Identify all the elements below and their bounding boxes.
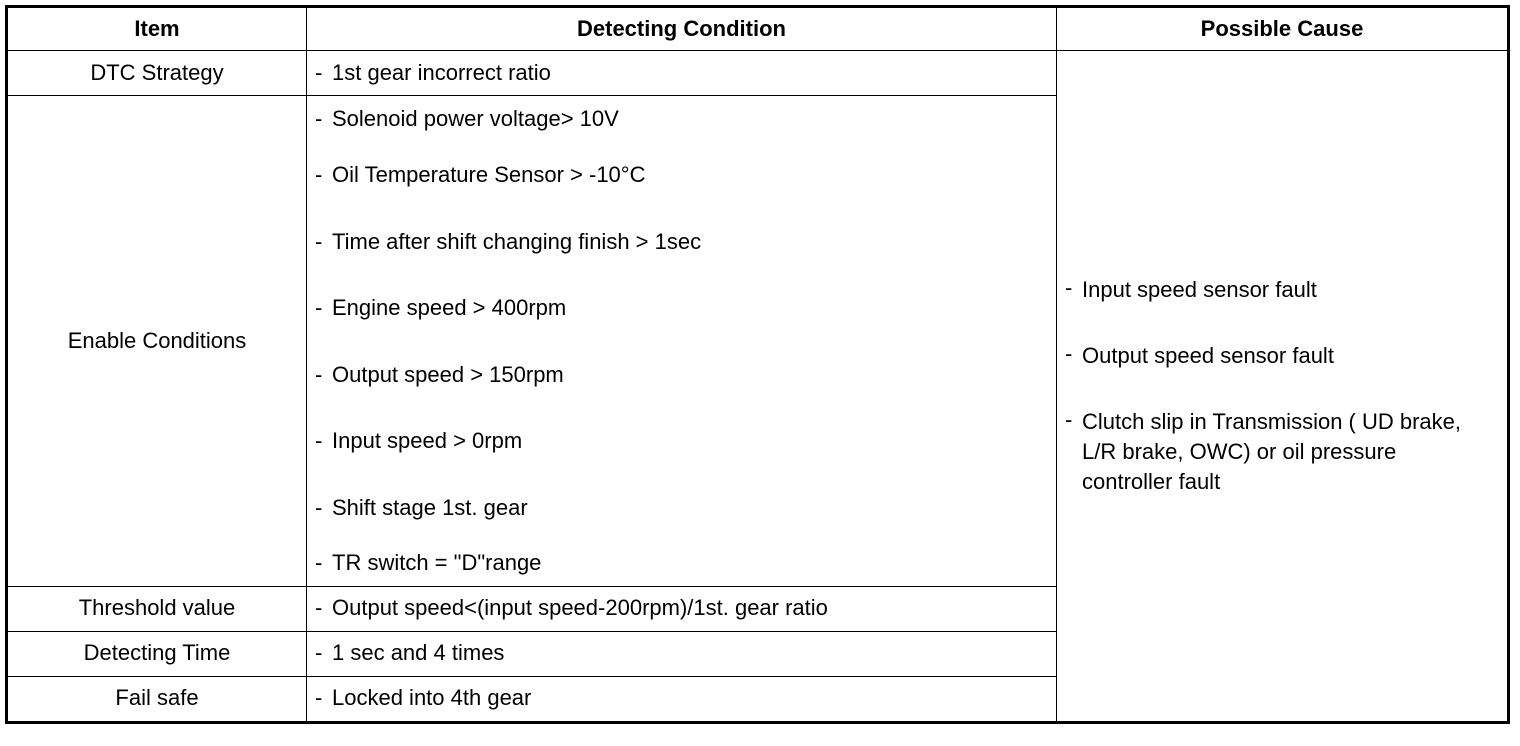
possible-cause-list: [1065, 275, 1487, 497]
bullet-dash: -: [315, 640, 323, 666]
bullet-dash: -: [1065, 274, 1073, 300]
cause-item: [1065, 341, 1487, 371]
enable-condition-item: [315, 475, 1056, 542]
enable-condition-item: [315, 342, 1056, 409]
condition-text: TR switch = "D"range: [332, 550, 542, 576]
condition-text: 1 sec and 4 times: [332, 640, 505, 666]
item-detecting-time: Detecting Time: [7, 631, 307, 676]
condition-enable-conditions: [307, 96, 1057, 587]
header-detecting-condition: Detecting Condition: [307, 7, 1057, 51]
cause-text: Clutch slip in Transmission ( UD brake, L/R brake, OWC) or oil pressure controller fault: [1082, 408, 1462, 494]
cause-item: [1065, 407, 1487, 497]
condition-text: Output speed<(input speed-200rpm)/1st. gear ratio: [332, 595, 828, 621]
bullet-dash: -: [315, 295, 323, 321]
condition-text: Oil Temperature Sensor > -10°C: [332, 162, 646, 188]
item-fail-safe: Fail safe: [7, 676, 307, 722]
bullet-dash: -: [315, 495, 323, 521]
condition-fail-safe: [307, 676, 1057, 722]
condition-text: Locked into 4th gear: [332, 685, 532, 711]
bullet-dash: -: [315, 59, 323, 85]
enable-condition-item: [315, 542, 1056, 586]
bullet-dash: -: [315, 428, 323, 454]
bullet-dash: -: [1065, 406, 1073, 432]
bullet-dash: -: [315, 162, 323, 188]
possible-cause-cell: [1057, 51, 1509, 723]
condition-text: Solenoid power voltage> 10V: [332, 105, 619, 131]
condition-text: 1st gear incorrect ratio: [332, 59, 551, 85]
cause-item: [1065, 275, 1487, 305]
cause-text: Output speed sensor fault: [1082, 342, 1334, 368]
enable-condition-item: [315, 275, 1056, 342]
condition-text: Output speed > 150rpm: [332, 361, 564, 387]
condition-detecting-time: [307, 631, 1057, 676]
header-row: [7, 7, 1509, 51]
enable-condition-item: [315, 96, 1056, 142]
condition-text: Input speed > 0rpm: [332, 428, 523, 454]
bullet-dash: -: [315, 361, 323, 387]
row-dtc-strategy: [7, 51, 1509, 96]
item-dtc-strategy: DTC Strategy: [7, 51, 307, 96]
bullet-dash: -: [315, 550, 323, 576]
bullet-dash: -: [315, 595, 323, 621]
enable-condition-item: [315, 142, 1056, 209]
cause-text: Input speed sensor fault: [1082, 276, 1317, 302]
bullet-dash: -: [1065, 340, 1073, 366]
enable-conditions-list: [315, 96, 1056, 586]
condition-text: Engine speed > 400rpm: [332, 295, 567, 321]
bullet-dash: -: [315, 685, 323, 711]
bullet-dash: -: [315, 228, 323, 254]
condition-threshold-value: [307, 586, 1057, 631]
condition-dtc-strategy: [307, 51, 1057, 96]
dtc-table: [5, 5, 1510, 724]
condition-text: Shift stage 1st. gear: [332, 495, 528, 521]
item-threshold-value: Threshold value: [7, 586, 307, 631]
header-item: Item: [7, 7, 307, 51]
enable-condition-item: [315, 209, 1056, 276]
bullet-dash: -: [315, 105, 323, 131]
header-possible-cause: Possible Cause: [1057, 7, 1509, 51]
condition-text: Time after shift changing finish > 1sec: [332, 228, 702, 254]
enable-condition-item: [315, 408, 1056, 475]
item-enable-conditions: Enable Conditions: [7, 96, 307, 587]
